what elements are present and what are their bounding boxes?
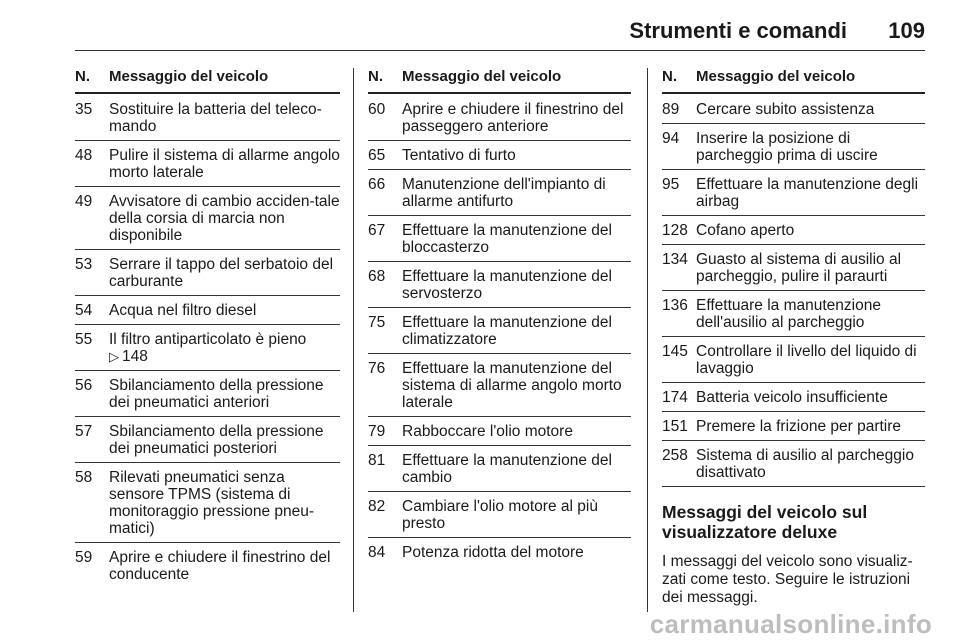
table-row [368, 354, 631, 417]
message-text-content: Rabboccare l'olio motore [402, 423, 573, 440]
message-text [696, 447, 925, 481]
message-number: 79 [368, 423, 386, 440]
table-row [368, 417, 631, 446]
message-text-content: Cofano aperto [696, 222, 795, 239]
message-text [109, 302, 340, 319]
table-row [368, 170, 631, 216]
message-number: 128 [662, 222, 688, 239]
message-text [109, 193, 340, 244]
message-text [696, 176, 925, 210]
message-text [402, 101, 631, 135]
table-row [368, 141, 631, 170]
table-header [662, 68, 925, 94]
message-number: 57 [75, 423, 93, 440]
header-number: N. [662, 68, 677, 85]
message-text-content: Effettuare la manutenzione dell'ausilio al parcheggio [696, 297, 881, 331]
message-text-content: Effettuare la manutenzione del servosterzo [402, 268, 612, 302]
message-number: 134 [662, 251, 688, 268]
watermark: carmanualsonline.info [649, 609, 932, 639]
message-text [109, 256, 340, 290]
message-text-content: Effettuare la manutenzione del cambio [402, 452, 612, 486]
message-text [402, 360, 631, 411]
message-text-content: Tentativo di furto [402, 147, 516, 164]
message-text [109, 423, 340, 457]
message-text-content: Sbilanciamento della pressione dei pneumatici anteriori [109, 377, 324, 411]
table-row [75, 543, 340, 588]
message-text [696, 343, 925, 377]
message-text [109, 377, 340, 411]
message-text-content: Cambiare l'olio motore al più presto [402, 498, 598, 532]
message-number: 174 [662, 389, 688, 406]
message-text [402, 423, 631, 440]
message-number: 55 [75, 331, 93, 348]
table-row [368, 446, 631, 492]
message-number: 65 [368, 147, 386, 164]
table-row [662, 441, 925, 487]
table-rows [368, 94, 631, 566]
message-number: 76 [368, 360, 386, 377]
table-row [368, 538, 631, 566]
message-text-content: Potenza ridotta del motore [402, 544, 584, 561]
message-number: 258 [662, 447, 688, 464]
table-row [75, 94, 340, 141]
message-text [402, 268, 631, 302]
message-table-column-3 [662, 68, 925, 607]
message-number: 81 [368, 452, 386, 469]
table-row [75, 250, 340, 296]
table-row [662, 124, 925, 170]
message-text [402, 498, 631, 532]
message-text [109, 549, 340, 583]
message-number: 35 [75, 101, 93, 118]
message-text [402, 452, 631, 486]
table-rows [75, 94, 340, 588]
header-number: N. [368, 68, 383, 85]
section-heading: Messaggi del veicolo sul visualizzatore deluxe [662, 502, 868, 542]
message-text [109, 101, 340, 135]
header-message: Messaggio del veicolo [402, 68, 562, 85]
table-row [662, 245, 925, 291]
table-row [368, 262, 631, 308]
triangle-right-icon: ▷ [109, 349, 119, 364]
message-number: 56 [75, 377, 93, 394]
message-text-content: Serrare il tappo del serbatoio del carburante [109, 256, 334, 290]
table-row [75, 325, 340, 371]
message-number: 67 [368, 222, 386, 239]
chapter-title: Strumenti e comandi [629, 18, 847, 43]
table-row [662, 216, 925, 245]
column-divider [353, 68, 354, 612]
message-text-content: Cercare subito assistenza [696, 101, 875, 118]
message-text [696, 251, 925, 285]
message-text-content: Sbilanciamento della pressione dei pneumatici posteriori [109, 423, 324, 457]
table-row [75, 187, 340, 250]
table-row [662, 412, 925, 441]
message-text-content: Effettuare la manutenzione del bloccasterzo [402, 222, 612, 256]
table-row [662, 291, 925, 337]
message-number: 60 [368, 101, 386, 118]
table-row [662, 170, 925, 216]
table-row [662, 383, 925, 412]
table-row [368, 492, 631, 538]
message-text-content: Rilevati pneumatici senza sensore TPMS (sistema di monitoraggio pressione pneu-matici) [109, 469, 315, 537]
header-number: N. [75, 68, 90, 85]
message-text [696, 130, 925, 164]
message-number: 151 [662, 418, 688, 435]
message-text-content: Aprire e chiudere il finestrino del conducente [109, 549, 331, 583]
message-text [696, 222, 925, 239]
table-row [75, 296, 340, 325]
table-rows [662, 94, 925, 487]
message-number: 53 [75, 256, 93, 273]
table-header [368, 68, 631, 94]
message-text-content: Manutenzione dell'impianto di allarme antifurto [402, 176, 606, 210]
message-text [109, 147, 340, 181]
message-text-content: Sostituire la batteria del teleco-mando [109, 101, 322, 135]
message-table-column-2 [368, 68, 631, 566]
message-number: 58 [75, 469, 93, 486]
table-row [368, 308, 631, 354]
table-header [75, 68, 340, 94]
message-number: 145 [662, 343, 688, 360]
message-text-content: Avvisatore di cambio acciden-tale della corsia di marcia non disponibile [109, 193, 340, 244]
message-text-content: Controllare il livello del liquido di lavaggio [696, 343, 917, 377]
message-number: 49 [75, 193, 93, 210]
message-text [109, 331, 340, 365]
message-number: 54 [75, 302, 93, 319]
table-row [662, 94, 925, 124]
message-text-content: Batteria veicolo insufficiente [696, 389, 888, 406]
message-text-content: Aprire e chiudere il finestrino del passeggero anteriore [402, 101, 624, 135]
header-message: Messaggio del veicolo [109, 68, 269, 85]
message-text-content: Effettuare la manutenzione del climatizzatore [402, 314, 612, 348]
message-text-content: Sistema di ausilio al parcheggio disattivato [696, 447, 914, 481]
page-header [75, 0, 925, 51]
section-paragraph: I messaggi del veicolo sono visualiz-zati come testo. Seguire le istruzioni dei messaggi. [662, 553, 913, 606]
message-number: 89 [662, 101, 680, 118]
table-row [75, 417, 340, 463]
message-number: 84 [368, 544, 386, 561]
table-row [368, 94, 631, 141]
message-text-content: Inserire la posizione di parcheggio prima di uscire [696, 130, 878, 164]
table-row [662, 337, 925, 383]
message-text-content: Acqua nel filtro diesel [109, 302, 257, 319]
message-text [696, 297, 925, 331]
page-number: 109 [888, 18, 925, 43]
message-number: 94 [662, 130, 680, 147]
message-text-content: Il filtro antiparticolato è pieno [109, 331, 307, 348]
message-text [109, 469, 340, 537]
message-text-content: Pulire il sistema di allarme angolo morto laterale [109, 147, 340, 181]
message-text [402, 544, 631, 561]
message-text-content: Premere la frizione per partire [696, 418, 902, 435]
column-divider [647, 68, 648, 612]
message-text-content: Effettuare la manutenzione degli airbag [696, 176, 919, 210]
table-row [75, 463, 340, 543]
message-text [696, 101, 925, 118]
message-number: 75 [368, 314, 386, 331]
message-number: 95 [662, 176, 680, 193]
message-number: 82 [368, 498, 386, 515]
message-table-column-1 [75, 68, 340, 588]
message-text [402, 314, 631, 348]
page-reference-link[interactable]: 148 [122, 348, 148, 365]
message-text [696, 418, 925, 435]
message-text-content: Effettuare la manutenzione del sistema di allarme angolo morto laterale [402, 360, 622, 411]
table-row [368, 216, 631, 262]
message-number: 68 [368, 268, 386, 285]
message-number: 48 [75, 147, 93, 164]
message-text [402, 176, 631, 210]
message-number: 136 [662, 297, 688, 314]
table-row [75, 141, 340, 187]
header-message: Messaggio del veicolo [696, 68, 856, 85]
table-row [75, 371, 340, 417]
message-number: 66 [368, 176, 386, 193]
message-text [696, 389, 925, 406]
message-text [402, 147, 631, 164]
message-text [402, 222, 631, 256]
message-text-content: Guasto al sistema di ausilio al parcheggio, pulire il paraurti [696, 251, 902, 285]
message-number: 59 [75, 549, 93, 566]
